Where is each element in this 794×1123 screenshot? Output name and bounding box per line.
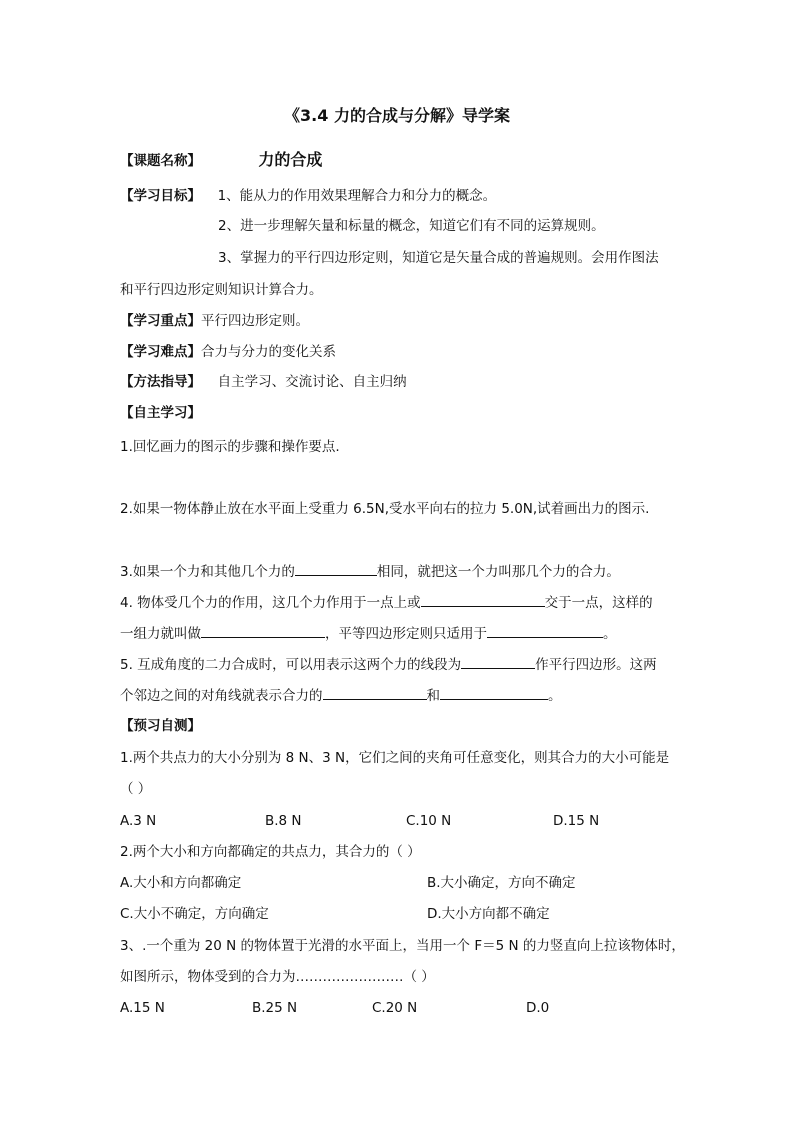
topic-value: 力的合成 — [258, 150, 323, 169]
test-3: 3、.一个重为 20 N 的物体置于光滑的水平面上，当用一个 F＝5 N 的力竖直向上拉该物体时， — [120, 938, 685, 954]
topic-label: 【课题名称】 — [120, 153, 201, 169]
blank-4-1[interactable] — [421, 592, 545, 607]
test-1-paren: （ ） — [120, 781, 152, 797]
test-3-option-b: B.25 N — [252, 1000, 298, 1016]
question-4-text-e: 。 — [603, 626, 617, 642]
method-row — [120, 372, 407, 392]
test-1-option-c: C.10 N — [406, 813, 452, 829]
goal-3-cont: 和平行四边形定则知识计算合力。 — [120, 282, 323, 298]
blank-5-1[interactable] — [461, 654, 535, 669]
test-1-option-a: A.3 N — [120, 813, 157, 829]
pretest-label: 【预习自测】 — [120, 718, 201, 734]
question-5-cont — [120, 685, 562, 706]
question-1: 1.回忆画力的图示的步骤和操作要点. — [120, 439, 340, 455]
blank-4-2[interactable] — [201, 623, 325, 638]
difficulty-row — [120, 342, 336, 362]
question-5-text-e: 。 — [548, 688, 562, 704]
question-5-text-b: 作平行四边形。这两 — [535, 657, 657, 673]
test-3-option-c: C.20 N — [372, 1000, 418, 1016]
question-4 — [120, 592, 653, 613]
goal-3: 3、掌握力的平行四边形定则，知道它是矢量合成的普遍规则。会用作图法 — [218, 250, 659, 266]
key-value: 平行四边形定则。 — [201, 313, 309, 329]
goals-label: 【学习目标】 — [120, 188, 201, 204]
page-title: 《3.4 力的合成与分解》导学案 — [284, 106, 510, 125]
blank-5-3[interactable] — [440, 685, 548, 700]
blank-5-2[interactable] — [323, 685, 427, 700]
test-1-option-d: D.15 N — [553, 813, 600, 829]
question-2: 2.如果一物体静止放在水平面上受重力 6.5N,受水平向右的拉力 5.0N,试着画出力的图示. — [120, 501, 650, 517]
question-4-text-b: 交于一点，这样的 — [544, 595, 653, 611]
blank-3-1[interactable] — [295, 561, 377, 576]
question-5-text-a: 5. 互成角度的二力合成时，可以用表示这两个力的线段为 — [120, 657, 462, 673]
question-3 — [120, 561, 620, 582]
question-3-text-a: 3.如果一个力和其他几个力的 — [120, 564, 295, 580]
difficulty-value: 合力与分力的变化关系 — [201, 344, 336, 360]
goal-1: 1、能从力的作用效果理解合力和分力的概念。 — [217, 188, 497, 204]
question-3-text-b: 相同，就把这一个力叫那几个力的合力。 — [376, 564, 620, 580]
question-5 — [120, 654, 657, 675]
question-4-cont — [120, 623, 617, 644]
test-3-cont: 如图所示，物体受到的合力为……………………（ ） — [120, 969, 435, 985]
test-2-option-b: B.大小确定，方向不确定 — [427, 875, 576, 891]
key-row — [120, 311, 309, 331]
test-1-option-b: B.8 N — [265, 813, 302, 829]
question-4-text-c: 一组力就叫做 — [120, 626, 201, 642]
method-value: 自主学习、交流讨论、自主归纳 — [217, 374, 407, 390]
topic-row — [120, 150, 322, 171]
test-2-option-a: A.大小和方向都确定 — [120, 875, 242, 891]
test-3-option-a: A.15 N — [120, 1000, 165, 1016]
test-1: 1.两个共点力的大小分别为 8 N、3 N，它们之间的夹角可任意变化，则其合力的大小可能是 — [120, 750, 670, 766]
test-2-option-c: C.大小不确定，方向确定 — [120, 906, 269, 922]
method-label: 【方法指导】 — [120, 374, 201, 390]
goal-2: 2、进一步理解矢量和标量的概念，知道它们有不同的运算规则。 — [218, 218, 605, 234]
question-5-text-d: 和 — [426, 688, 440, 704]
blank-4-3[interactable] — [487, 623, 603, 638]
goals-row — [120, 186, 496, 206]
question-4-text-a: 4. 物体受几个力的作用，这几个力作用于一点上或 — [120, 595, 421, 611]
question-5-text-c: 个邻边之间的对角线就表示合力的 — [120, 688, 323, 704]
difficulty-label: 【学习难点】 — [120, 344, 201, 360]
question-4-text-d: ，平等四边形定则只适用于 — [325, 626, 487, 642]
test-2-option-d: D.大小方向都不确定 — [427, 906, 550, 922]
test-3-option-d: D.0 — [526, 1000, 550, 1016]
key-label: 【学习重点】 — [120, 313, 201, 329]
test-2: 2.两个大小和方向都确定的共点力，其合力的（ ） — [120, 844, 421, 860]
self-study-label: 【自主学习】 — [120, 405, 201, 421]
